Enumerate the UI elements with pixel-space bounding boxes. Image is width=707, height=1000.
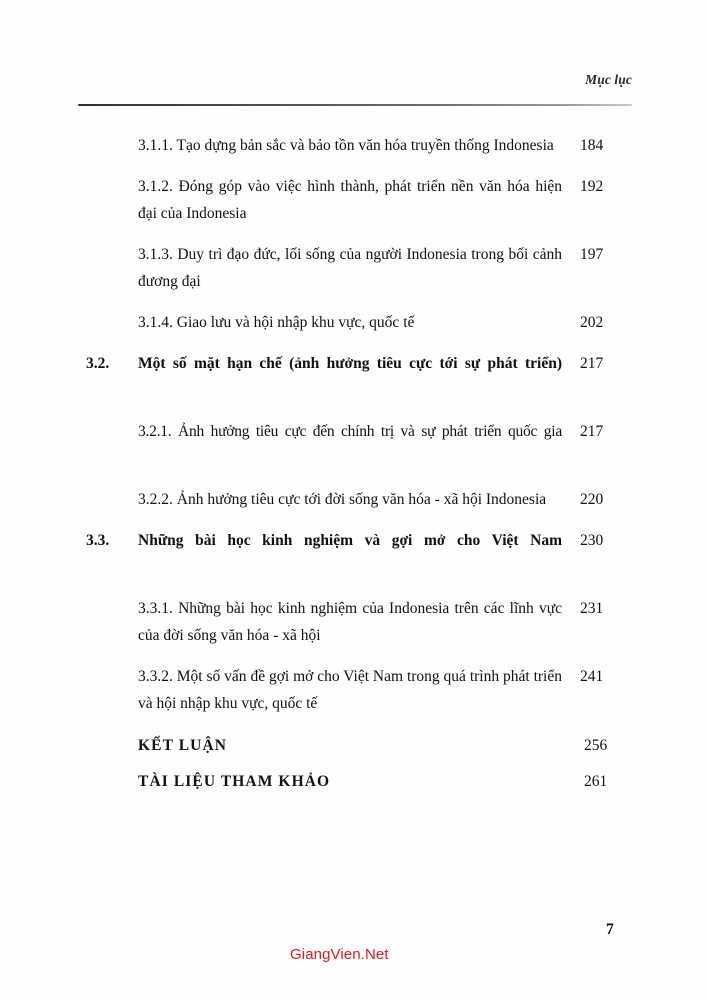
toc-entry-page-number: 231 <box>580 600 604 617</box>
toc-entry[interactable] <box>78 663 632 717</box>
toc-entry[interactable] <box>78 527 632 581</box>
toc-entry-title: TÀI LIỆU THAM KHẢO <box>138 773 331 790</box>
running-header-title: Mục lục <box>585 72 632 87</box>
toc-entry-page-number: 202 <box>580 314 604 331</box>
toc-entry[interactable] <box>78 595 632 649</box>
toc-entry[interactable] <box>78 309 632 336</box>
toc-entry-page-number: 192 <box>580 178 604 195</box>
page-number: 7 <box>606 921 614 938</box>
toc-entry[interactable] <box>78 350 632 404</box>
toc-entry-title: 3.1.1. Tạo dựng bản sắc và bảo tồn văn hóa truyền thống Indonesia <box>138 137 554 154</box>
toc-entry-title: Một số mặt hạn chế (ảnh hưởng tiêu cực tới sự phát triển) <box>138 355 562 372</box>
toc-entry-page-number: 220 <box>580 491 604 508</box>
toc-entry-title: KẾT LUẬN <box>138 737 228 754</box>
toc-entry-title: 3.1.2. Đóng góp vào việc hình thành, phát triển nền văn hóa hiện đại của Indonesia <box>138 178 562 222</box>
toc-entry[interactable] <box>78 486 632 513</box>
toc-entry-page-number: 256 <box>584 737 608 754</box>
toc-entry[interactable] <box>78 767 632 797</box>
toc-entry-title: 3.3.2. Một số vấn đề gợi mở cho Việt Nam trong quá trình phát triển và hội nhập khu vực, quốc tế <box>138 668 562 712</box>
toc-entry-title: 3.1.4. Giao lưu và hội nhập khu vực, quốc tế <box>138 314 415 331</box>
header-rule <box>78 104 632 106</box>
toc-entry-page-number: 197 <box>580 246 604 263</box>
toc-entry-page-number: 241 <box>580 668 604 685</box>
toc-entry-number: 3.3. <box>86 532 110 549</box>
running-header <box>78 72 632 108</box>
toc-entry-page-number: 217 <box>580 423 604 440</box>
toc-entry-page-number: 217 <box>580 355 604 372</box>
toc-entry-page-number: 230 <box>580 532 604 549</box>
toc-entry[interactable] <box>78 241 632 295</box>
toc-entry-number: 3.2. <box>86 355 110 372</box>
toc-entry-title: 3.2.2. Ảnh hưởng tiêu cực tới đời sống văn hóa - xã hội Indonesia <box>138 491 547 508</box>
toc-entry[interactable] <box>78 418 632 472</box>
toc-entry[interactable] <box>78 731 632 761</box>
toc-entry[interactable] <box>78 132 632 159</box>
toc-entry-page-number: 184 <box>580 137 604 154</box>
toc-entry[interactable] <box>78 173 632 227</box>
toc-entry-title: Những bài học kinh nghiệm và gợi mở cho Việt Nam <box>138 532 562 549</box>
table-of-contents <box>78 132 632 803</box>
toc-entry-page-number: 261 <box>584 773 608 790</box>
toc-entry-title: 3.1.3. Duy trì đạo đức, lối sống của người Indonesia trong bối cảnh đương đại <box>138 246 562 290</box>
toc-entry-title: 3.2.1. Ảnh hưởng tiêu cực đến chính trị và sự phát triển quốc gia <box>138 423 562 440</box>
watermark: GiangVien.Net <box>290 946 389 963</box>
toc-entry-title: 3.3.1. Những bài học kinh nghiệm của Indonesia trên các lĩnh vực của đời sống văn hóa - xã hội <box>138 600 562 644</box>
